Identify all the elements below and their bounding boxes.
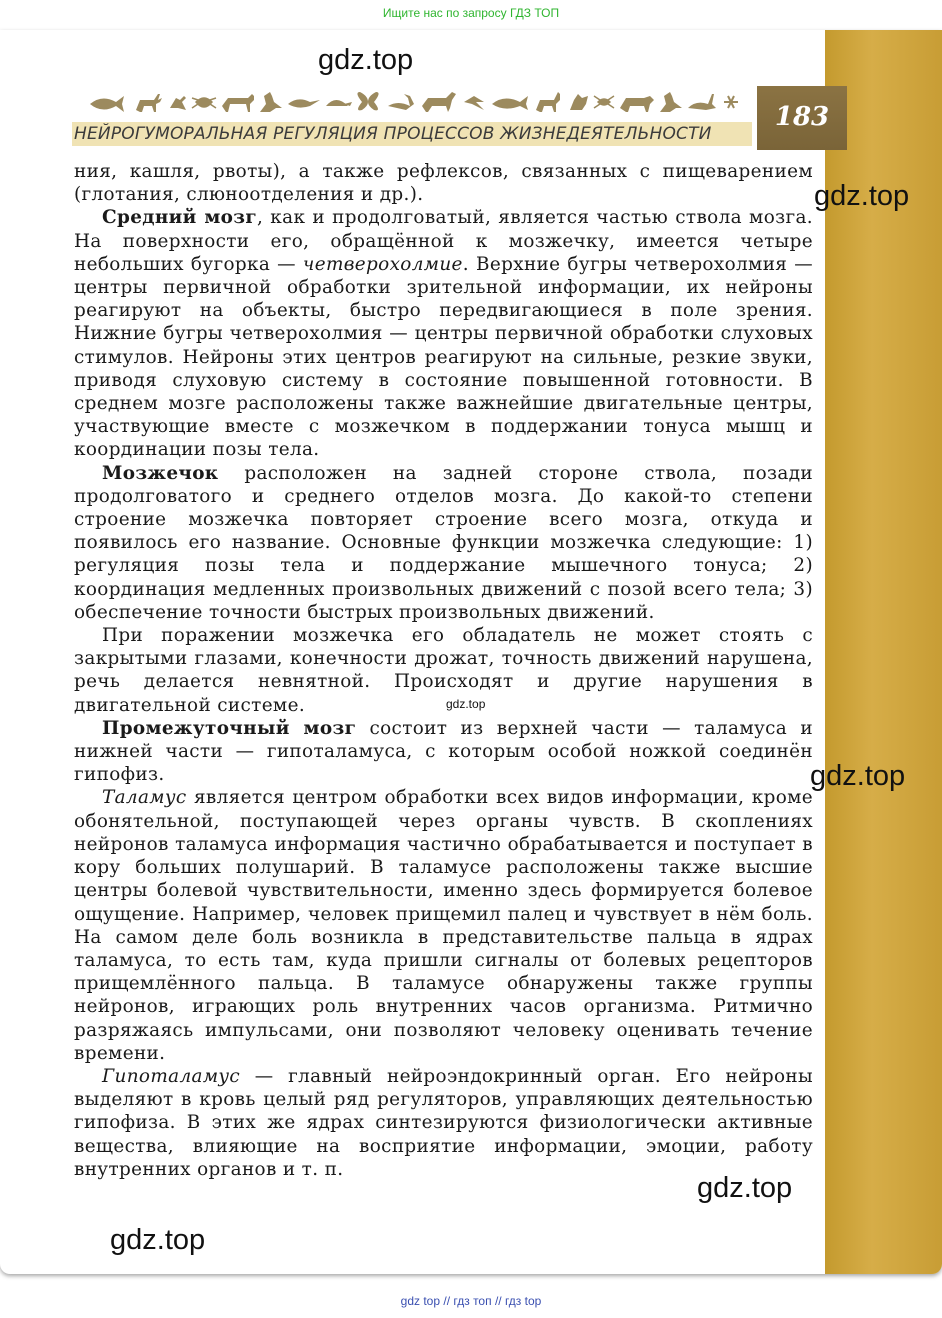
page-edge-sidebar [825,30,942,1274]
scorpion-icon [388,94,414,110]
bird2-icon [464,96,484,110]
hare-icon [688,94,716,110]
term-diencephalon: Промежуточный мозг [102,717,357,739]
kangaroo2-icon [660,92,682,112]
wolf-icon [222,94,254,112]
body-text [74,160,813,1181]
butterfly-icon [357,92,378,110]
term-quadrigemina: четверохолмие [302,253,463,275]
rooster-icon [570,94,588,110]
watermark: gdz.top [697,1172,793,1204]
section-title: НЕЙРОГУМОРАЛЬНАЯ РЕГУЛЯЦИЯ ПРОЦЕССОВ ЖИЗНЕДЕЯТЕЛЬНОСТИ [74,124,712,144]
goat-icon [536,92,560,112]
kangaroo-icon [260,92,282,112]
whale-icon [492,96,528,110]
page-number: 183 [774,102,830,132]
insect-icon [594,96,614,108]
fish-icon [90,96,124,112]
bear-icon [620,96,654,112]
paragraph-midbrain [74,206,813,461]
animal-silhouettes-decoration [88,88,738,116]
lizard-icon [288,99,320,107]
term-midbrain: Средний мозг [102,207,257,229]
watermark: gdz.top [318,44,414,76]
beetle-icon [192,98,216,108]
watermark: gdz.top [110,1224,206,1256]
paragraph: ния, кашля, рвоты), а также рефлексов, связанных с пищеварением (глотания, слюноотделения и др.). [74,161,813,206]
footer-link[interactable]: gdz top [400,1294,441,1308]
term-cerebellum: Мозжечок [102,462,219,484]
paragraph-text: — главный нейроэндокринный орган. Его нейроны выделяют в кровь целый ряд регуляторов, управляющих деятельностью гипофиза. В этих же ядрах синтезируются физиологически активные вещества, влияющие на восприятие информации, эмоции, работу внутренних органов и т. п. [74,1065,813,1180]
paragraph-text: является центром обработки всех видов информации, кроме обонятельной, поступающей через органы чувств. В скоплениях нейронов таламуса информация частично обрабатывается и поступает в кору больших полушарий. В таламусе расположены также высшие центры болевой чувствительности, именно здесь формируется болевое ощущение. Например, человек прищемил палец и чувствует в нём боль. На самом деле боль возникла в представительстве пальца в ядрах таламуса, то есть там, куда пришли сигналы от болевых рецепторов прищемлённого пальца. В таламусе обнаружены также группы нейронов, играющих роль внутренних часов организма. Ритмично разряжаясь импульсами, они позволяют человеку оценивать течение времени. [74,787,813,1064]
paragraph-text: , как и продолговатый, является частью ствола мозга. На поверхности его, обращённой к мозжечку, имеется четыре небольших бугорка — [74,207,813,275]
paragraph-cerebellum-damage: При поражении мозжечка его обладатель не может стоять с закрытыми глазами, конечности дрожат, точность движений нарушена, речь делается невнятной. Происходят и другие нарушения в двигательной системе. [74,625,813,716]
footer-link[interactable]: гдз top [504,1294,542,1308]
paragraph-hypothalamus [74,1065,813,1181]
paragraph-cerebellum [74,462,813,624]
paragraph-text: состоит из верхней части — таламуса и нижней части — гипоталамуса, с которым особой ножкой соединён гипофиз. [74,717,813,786]
book-page [0,30,942,1274]
deer-icon [136,94,162,112]
bird-icon [170,96,186,110]
footer-separator: // [443,1294,451,1308]
paragraph-text: расположен на задней стороне ствола, позади продолговатого и среднего отделов мозга. До какой-то степени строение мозжечка повторяет строение всего мозга, откуда и появилось его название. Основные функции мозжечка следующие: 1) регуляция позы тела и поддержание мышечного тонуса; 2) координация медленных произвольных движений с позой всего тела; 3) обеспечение точности быстрых произвольных движений. [74,462,813,623]
top-search-banner[interactable]: Ищите нас по запросу ГДЗ ТОП [382,6,560,20]
horse-icon [422,92,456,112]
footer-links [0,1294,942,1308]
paragraph-text: . Верхние бугры четверохолмия — центры первичной обработки зрительной информации, их нейроны реагируют на объекты, быстро передвигающиеся в поле зрения. Нижние бугры четверохолмия — центры первичной обработки слуховых стимулов. Нейроны этих центров реагируют на сильные, резкие звуки, приводя слуховую систему в состояние повышенной готовности. В среднем мозге расположены также важнейшие двигательные центры, участвующие вместе с мозжечком в поддержании тонуса мышц и координации позы тела. [74,253,814,461]
paragraph-thalamus [74,786,813,1064]
dragonfly-icon [724,96,738,108]
footer-link[interactable]: гдз топ [453,1294,492,1308]
term-thalamus: Таламус [102,787,187,809]
turtle-icon [326,100,352,106]
watermark: gdz.top [810,760,906,792]
watermark-small: gdz.top [446,697,486,711]
term-hypothalamus: Гипоталамус [102,1065,241,1087]
watermark: gdz.top [814,180,910,212]
footer-separator: // [494,1294,502,1308]
paragraph-diencephalon [74,717,813,787]
